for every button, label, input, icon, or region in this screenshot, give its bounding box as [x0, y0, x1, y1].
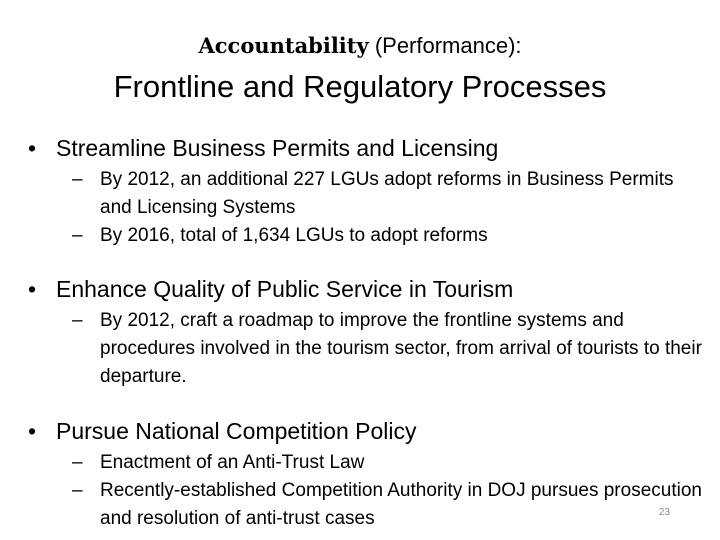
bullet-heading — [28, 134, 698, 162]
slide-title — [0, 32, 720, 60]
sub-item-text: Enactment of an Anti-Trust Law — [100, 452, 365, 473]
sub-item-text: By 2012, craft a roadmap to improve the frontline systems and procedures involved in the tourism sector, from arrival of tourists to their departure. — [100, 310, 702, 387]
dash-symbol: – — [72, 452, 83, 473]
bullet-heading-text: Streamline Business Permits and Licensing — [56, 135, 499, 161]
bullet-heading — [28, 275, 698, 303]
bullet-heading-text: Enhance Quality of Public Service in Tourism — [56, 276, 514, 302]
sub-item-text: By 2016, total of 1,634 LGUs to adopt reforms — [100, 225, 488, 246]
sub-item — [72, 449, 702, 477]
sub-item — [72, 166, 702, 222]
page-number: 23 — [658, 507, 670, 518]
bullet-heading-text: Pursue National Competition Policy — [56, 418, 417, 444]
slide-subtitle: Frontline and Regulatory Processes — [113, 69, 607, 104]
sub-item — [72, 307, 702, 391]
sub-item-text: Recently-established Competition Authority in DOJ pursues prosecution and resolution of anti-trust cases — [100, 480, 702, 529]
bullet-symbol: • — [28, 418, 37, 444]
dash-symbol: – — [72, 169, 83, 190]
bullet-heading — [28, 417, 698, 445]
sub-item — [72, 477, 702, 533]
title-rest: (Performance): — [368, 33, 522, 58]
dash-symbol: – — [72, 480, 83, 501]
sub-item — [72, 222, 702, 250]
bullet-symbol: • — [28, 276, 37, 302]
title-emphasis: Accountability — [198, 33, 369, 58]
dash-symbol: – — [72, 310, 83, 331]
sub-item-text: By 2012, an additional 227 LGUs adopt reforms in Business Permits and Licensing Systems — [100, 169, 674, 218]
bullet-symbol: • — [28, 135, 37, 161]
dash-symbol: – — [72, 225, 83, 246]
